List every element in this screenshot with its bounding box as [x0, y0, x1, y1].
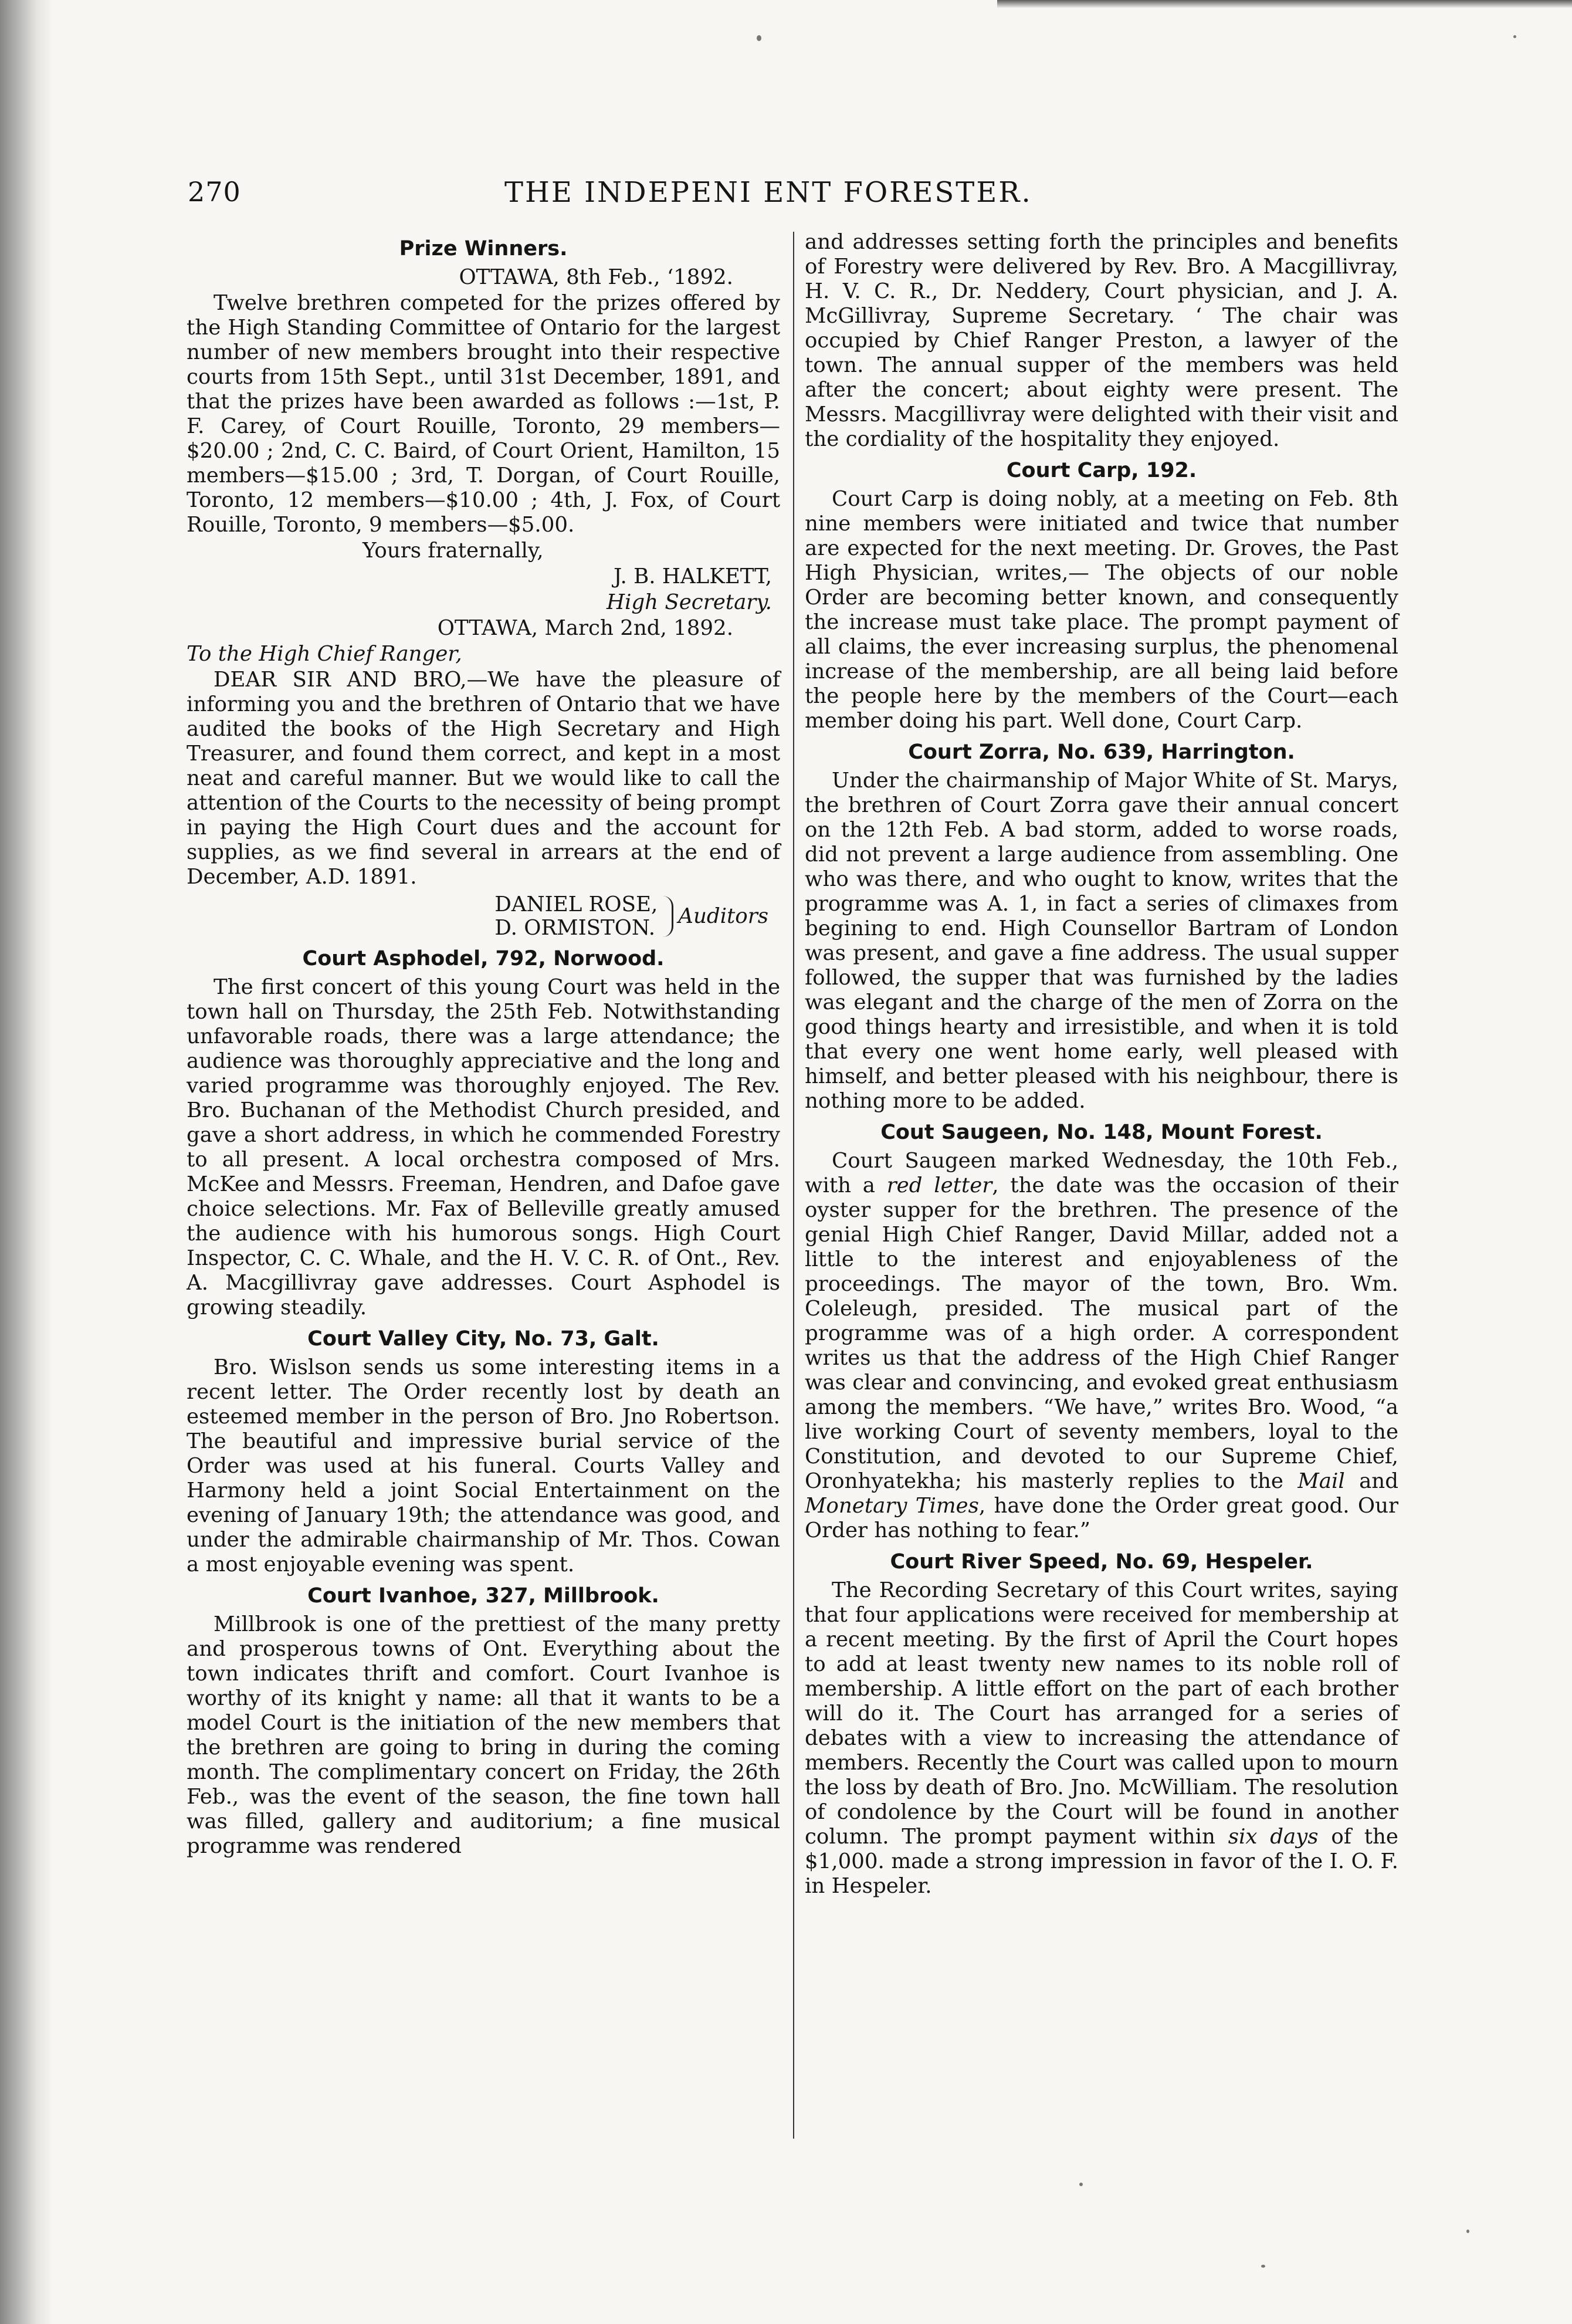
binding-shadow	[0, 0, 53, 2324]
left-column	[187, 230, 780, 1860]
prize-signature-name: J. B. HALKETT,	[614, 564, 772, 588]
article-title-ivanhoe: Court Ivanhoe, 327, Millbrook.	[307, 1584, 659, 1608]
scan-speck	[1466, 2230, 1469, 2233]
prize-body: Twelve brethren competed for the prizes offered by the High Standing Committee of Ontario for the largest number of new members brought into their respective courts from 15th Sept., until 31st December, 1891, and that the prizes have been awarded as follows :—1st, P. F. Carey, of Court Rouille, Toronto, 29 members—$20.00 ; 2nd, C. C. Baird, of Court Orient, Hamilton, 15 members—$15.00 ; 3rd, T. Dorgan, of Court Rouille, Toronto, 12 members—$10.00 ; 4th, J. Fox, of Court Rouille, Toronto, 9 members—$5.00.	[187, 291, 780, 537]
article-title-carp: Court Carp, 192.	[1006, 459, 1197, 482]
article-title-prize-winners: Prize Winners.	[399, 237, 568, 261]
letter-body: DEAR SIR AND BRO,—We have the pleasure of informing you and the brethren of Ontario that we have audited the books of the High Secretary and High Treasurer, and found them correct, and kept in a most neat and careful manner. But we would like to call the attention of the Courts to the necessity of being prompt in paying the High Court dues and the account for supplies, as we find several in arrears at the end of December, A.D. 1891.	[187, 668, 781, 889]
article-title-asphodel: Court Asphodel, 792, Norwood.	[302, 947, 665, 970]
page-header	[188, 176, 1431, 223]
scan-speck	[757, 35, 761, 41]
article-title-zorra: Court Zorra, No. 639, Harrington.	[908, 740, 1295, 764]
column-rule	[793, 232, 794, 2139]
prize-closing: Yours fraternally,	[362, 539, 544, 563]
zorra-body: Under the chairmanship of Major White of St. Marys, the brethren of Court Zorra gave their annual concert on the 12th Feb. A bad storm, added to worse roads, did not prevent a large audience from assembling. One who was there, and who ought to know, writes that the programme was A. 1, in fact a series of climaxes from begining to end. High Counsellor Bartram of London was present, and gave a fine address. The usual supper followed, the supper that was furnished by the ladies was elegant and the charge of the men of Zorra on the good things hearty and irresistible, and when it is told that every one went home early, well pleased with himself, and better pleased with his neighbour, there is nothing more to be added.	[805, 769, 1398, 1113]
scan-speck	[1079, 2183, 1083, 2186]
auditor-name: DANIEL ROSE,	[494, 892, 658, 916]
article-title-river-speed: Court River Speed, No. 69, Hespeler.	[890, 1550, 1313, 1574]
page-number: 270	[188, 176, 241, 208]
right-column	[805, 230, 1398, 1900]
saugeen-body: Court Saugeen marked Wednesday, the 10th Feb., with a red letter, the date was the occasion of their oyster supper for the brethren. The presence of the genial High Chief Ranger, David Millar, added not a little to the interest and enjoyableness of the proceedings. The mayor of the town, Bro. Wm. Coleleugh, presided. The musical part of the programme was of a high order. A correspondent writes us that the address of the High Chief Ranger was clear and convincing, and evoked great enthusiasm among the members. “We have,” writes Bro. Wood, “a live working Court of seventy members, loyal to the Constitution, and devoted to our Supreme Chief, Oronhyatekha; his masterly replies to the Mail and Monetary Times, have done the Order great good. Our Order has nothing to fear.”	[805, 1149, 1398, 1542]
scan-speck	[1513, 35, 1516, 38]
auditor-name: D. ORMISTON.	[494, 916, 656, 940]
letter-dateline: OTTAWA, March 2nd, 1892.	[437, 616, 733, 640]
article-title-saugeen: Cout Saugeen, No. 148, Mount Forest.	[880, 1121, 1323, 1144]
prize-dateline: OTTAWA, 8th Feb., ‘1892.	[459, 265, 733, 289]
auditors-label: Auditors	[678, 904, 768, 928]
river-speed-body: The Recording Secretary of this Court writes, saying that four applications were received for membership at a recent meeting. By the first of April the Court hopes to add at least twenty new names to its noble roll of membership. A little effort on the part of each brother will do it. The Court has arranged for a series of debates with a view to increasing the attendance of members. Recently the Court was called upon to mourn the loss by death of Bro. Jno. McWilliam. The resolution of condolence by the Court will be found in another column. The prompt payment within six days of the $1,000. made a strong impression in favor of the I. O. F. in Hespeler.	[805, 1578, 1398, 1898]
running-head: THE INDEPENІ ENT FORESTER.	[504, 176, 1032, 209]
ivanhoe-continued: and addresses setting forth the principles and benefits of Forestry were delivered by Rev. Bro. A Macgillivray, H. V. C. R., Dr. Neddery, Court physician, and J. A. McGillivray, Supreme Secretary. ‘ The chair was occupied by Chief Ranger Preston, a lawyer of the town. The annual supper of the members was held after the concert; about eighty were present. The Messrs. Macgillivray were delighted with their visit and the cordiality of the hospitality they enjoyed.	[805, 230, 1398, 451]
letter-salutation: To the High Chief Ranger,	[187, 642, 462, 666]
article-title-valley-city: Court Valley City, No. 73, Galt.	[307, 1327, 659, 1351]
torn-top-edge	[997, 0, 1572, 8]
brace-mark	[662, 896, 673, 937]
ivanhoe-body: Millbrook is one of the prettiest of the many pretty and prosperous towns of Ont. Everything about the town indicates thrift and comfort. Court Ivanhoe is worthy of its knight y name: all that it wants to be a model Court is the initiation of the new members that the brethren are going to bring in during the coming month. The complimentary concert on Friday, the 26th Feb., was the event of the season, the fine town hall was filled, gallery and auditorium; a fine musical programme was rendered	[187, 1612, 780, 1858]
letter-open: DEAR SIR AND BRO,	[214, 668, 467, 692]
scan-speck	[1261, 2265, 1265, 2268]
valley-city-body: Bro. Wislson sends us some interesting items in a recent letter. The Order recently lost by death an esteemed member in the person of Bro. Jno Robertson. The beautiful and impressive burial service of the Order was used at his funeral. Courts Valley and Harmony held a joint Social Entertainment on the evening of January 19th; the attendance was good, and under the admirable chairmanship of Mr. Thos. Cowan a most enjoyable evening was spent.	[187, 1355, 780, 1577]
asphodel-body: The first concert of this young Court was held in the town hall on Thursday, the 25th Feb. Notwithstanding unfavorable roads, there was a large attendance; the audience was thoroughly appreciative and the long and varied programme was thoroughly enjoyed. The Rev. Bro. Buchanan of the Methodist Church presided, and gave a short address, in which he commended Forestry to all present. A local orchestra composed of Mrs. McKee and Messrs. Freeman, Hendren, and Dafoe gave choice selections. Mr. Fax of Belleville greatly amused the audience with his humorous songs. High Court Inspector, C. C. Whale, and the H. V. C. R. of Ont., Rev. A. Macgillivray gave addresses. Court Asphodel is growing steadily.	[187, 975, 780, 1320]
prize-signature-title: High Secretary.	[606, 590, 772, 614]
carp-body: Court Carp is doing nobly, at a meeting on Feb. 8th nine members were initiated and twice that number are expected for the next meeting. Dr. Groves, the Past High Physician, writes,— The objects of our noble Order are becoming better known, and consequently the increase must take place. The prompt payment of all claims, the ever increasing surplus, the phenomenal increase of the membership, are all being laid before the people here by the members of the Court—each member doing his part. Well done, Court Carp.	[805, 487, 1398, 733]
auditors-signature	[187, 893, 780, 940]
